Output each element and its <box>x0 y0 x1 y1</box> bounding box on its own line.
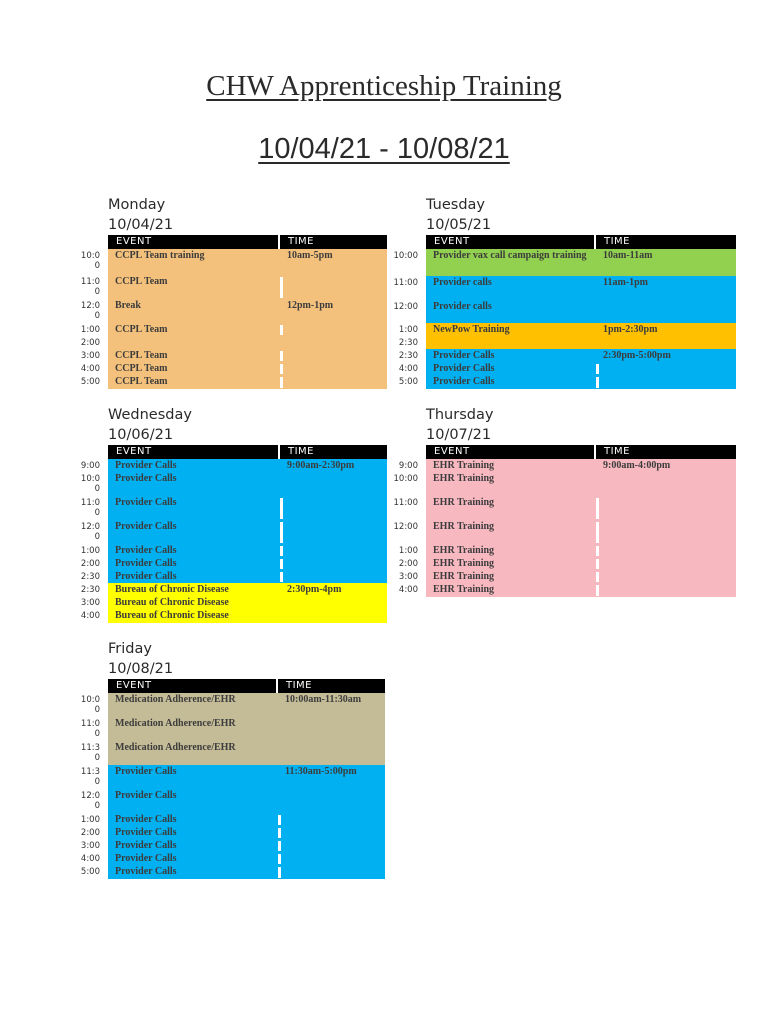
header-spacer <box>72 235 108 249</box>
event-cell: Provider Calls <box>108 459 280 472</box>
cell-divider <box>280 559 283 569</box>
time-cell <box>596 459 736 472</box>
time-cell <box>280 496 387 520</box>
event-cell: Break <box>108 299 280 323</box>
event-cell: Provider Calls <box>108 813 278 826</box>
table-header <box>108 679 385 693</box>
time-slot-label: 10:00 <box>393 251 418 261</box>
time-slot-label: 2:00 <box>80 827 100 838</box>
event-cell: Medication Adherence/EHR <box>108 717 278 741</box>
time-slot-label: 1:00 <box>398 324 418 335</box>
event-cell: Provider Calls <box>108 852 278 865</box>
cell-divider <box>280 498 283 519</box>
time-cell <box>280 249 387 275</box>
time-cell <box>280 520 387 544</box>
time-slot-label: 2:00 <box>80 337 100 348</box>
schedule-row <box>426 249 736 276</box>
time-cell <box>596 362 736 375</box>
time-cell <box>280 557 387 570</box>
time-cell <box>596 557 736 570</box>
schedule-row <box>108 362 387 375</box>
time-slot-label: 11:0 0 <box>80 719 100 739</box>
event-cell: EHR Training <box>426 472 596 496</box>
schedule-table <box>426 235 736 389</box>
time-cell <box>596 472 736 496</box>
time-column-header: TIME <box>286 680 313 691</box>
time-slot-label: 9:00 <box>80 460 100 471</box>
schedule-row <box>108 741 385 765</box>
event-cell: CCPL Team <box>108 275 280 299</box>
time-cell <box>278 717 385 741</box>
cell-divider <box>596 546 599 556</box>
event-cell: Provider Calls <box>108 839 278 852</box>
event-cell: Provider Calls <box>108 865 278 879</box>
day-name: Monday <box>108 197 166 213</box>
day-date: 10/07/21 <box>426 427 492 443</box>
time-slot-label: 2:30 <box>80 571 100 582</box>
event-cell: Provider Calls <box>108 826 278 839</box>
time-slot-label: 5:00 <box>398 377 418 387</box>
schedule-row <box>108 472 387 496</box>
time-range-text: 10:00am-11:30am <box>285 694 362 705</box>
event-cell: Bureau of Chronic Disease <box>108 596 280 609</box>
schedule-row <box>108 496 387 520</box>
schedule-table <box>108 235 387 389</box>
event-cell: Provider Calls <box>108 544 280 557</box>
cell-divider <box>596 377 599 388</box>
event-column-header: EVENT <box>108 235 280 249</box>
schedule-row <box>426 583 736 597</box>
time-cell <box>596 323 736 336</box>
time-slot-label: 2:30 <box>398 337 418 348</box>
event-cell: Medication Adherence/EHR <box>108 741 278 765</box>
table-header <box>426 235 736 249</box>
cell-divider <box>280 325 283 335</box>
time-cell <box>596 336 736 349</box>
event-cell: EHR Training <box>426 459 596 472</box>
time-slot-label: 10:0 0 <box>80 695 100 715</box>
schedule-row <box>108 249 387 275</box>
time-range-text: 2:30pm-4pm <box>287 584 342 595</box>
event-cell: Provider Calls <box>108 765 278 789</box>
schedule-row <box>108 557 387 570</box>
event-cell <box>108 336 280 349</box>
schedule-row <box>426 459 736 472</box>
schedule-row <box>108 520 387 544</box>
time-cell <box>596 276 736 300</box>
time-slot-label: 11:0 0 <box>80 498 100 518</box>
event-cell: Provider vax call campaign training <box>426 249 596 276</box>
event-cell: Provider Calls <box>108 570 280 583</box>
time-slot-label: 12:00 <box>393 302 418 312</box>
event-cell <box>426 336 596 349</box>
event-column-header: EVENT <box>426 445 596 459</box>
cell-divider <box>596 559 599 569</box>
cell-divider <box>280 377 283 388</box>
time-range-text: 10am-11am <box>603 250 653 261</box>
schedule-grid <box>72 679 385 879</box>
schedule-row <box>108 813 385 826</box>
day-name: Tuesday <box>426 197 485 213</box>
schedule-row <box>426 520 736 544</box>
header-spacer <box>390 235 426 249</box>
event-cell: CCPL Team <box>108 323 280 336</box>
event-cell: CCPL Team training <box>108 249 280 275</box>
table-header <box>108 445 387 459</box>
event-cell: Provider Calls <box>108 789 278 813</box>
time-range-text: 12pm-1pm <box>287 300 334 311</box>
time-slot-label: 11:00 <box>393 498 418 508</box>
schedule-row <box>426 557 736 570</box>
schedule-grid <box>390 445 736 597</box>
time-cell <box>596 520 736 544</box>
event-cell: EHR Training <box>426 557 596 570</box>
time-cell <box>596 544 736 557</box>
event-cell: EHR Training <box>426 520 596 544</box>
time-cell <box>278 839 385 852</box>
schedule-row <box>108 544 387 557</box>
event-cell: Provider Calls <box>108 472 280 496</box>
event-cell: Provider calls <box>426 300 596 323</box>
time-slot-label: 1:00 <box>80 324 100 335</box>
event-cell: EHR Training <box>426 570 596 583</box>
time-slot-label: 2:00 <box>398 558 418 569</box>
time-column-header: TIME <box>604 446 631 457</box>
event-column-header: EVENT <box>426 235 596 249</box>
cell-divider <box>278 828 281 838</box>
day-block-friday <box>72 639 385 879</box>
time-cell <box>596 375 736 389</box>
time-slot-label: 4:00 <box>398 585 418 595</box>
time-column-header: TIME <box>604 236 631 247</box>
cell-divider <box>596 585 599 596</box>
schedule-row <box>108 336 387 349</box>
time-cell <box>280 349 387 362</box>
time-slot-label: 9:00 <box>398 460 418 471</box>
event-cell: EHR Training <box>426 496 596 520</box>
time-labels-column <box>390 445 426 597</box>
time-cell <box>280 459 387 472</box>
header-spacer <box>72 679 108 693</box>
day-date: 10/05/21 <box>426 217 492 233</box>
time-cell <box>280 472 387 496</box>
time-slot-label: 12:0 0 <box>80 791 100 811</box>
time-cell <box>280 596 387 609</box>
time-range-text: 10am-5pm <box>287 250 333 261</box>
time-slot-label: 11:3 0 <box>80 767 100 787</box>
cell-divider <box>280 572 283 582</box>
schedule-row <box>426 349 736 362</box>
event-cell: Bureau of Chronic Disease <box>108 609 280 623</box>
schedule-row <box>426 336 736 349</box>
schedule-row <box>426 362 736 375</box>
time-range-text: 11am-1pm <box>603 277 648 288</box>
cell-divider <box>596 572 599 582</box>
cell-divider <box>280 351 283 361</box>
schedule-row <box>108 349 387 362</box>
cell-divider <box>596 498 599 519</box>
time-range-text: 9:00am-2:30pm <box>287 460 355 471</box>
cell-divider <box>280 364 283 374</box>
time-slot-label: 12:00 <box>393 522 418 532</box>
time-slot-label: 2:00 <box>80 558 100 569</box>
event-cell: NewPow Training <box>426 323 596 336</box>
time-slot-label: 10:00 <box>393 474 418 484</box>
schedule-row <box>108 570 387 583</box>
time-cell <box>280 336 387 349</box>
event-cell: Provider calls <box>426 276 596 300</box>
event-cell: EHR Training <box>426 583 596 597</box>
cell-divider <box>280 546 283 556</box>
time-labels-column <box>72 445 108 623</box>
cell-divider <box>278 841 281 851</box>
time-cell <box>280 275 387 299</box>
cell-divider <box>280 277 283 298</box>
schedule-row <box>108 765 385 789</box>
schedule-row <box>108 596 387 609</box>
time-slot-label: 4:00 <box>398 363 418 374</box>
time-labels-column <box>72 679 108 879</box>
schedule-row <box>426 375 736 389</box>
day-name: Thursday <box>426 407 494 423</box>
day-block-thursday <box>390 405 736 597</box>
schedule-row <box>108 375 387 389</box>
time-slot-label: 4:00 <box>80 611 100 621</box>
day-block-wednesday <box>72 405 387 623</box>
event-column-header: EVENT <box>108 679 278 693</box>
time-labels-column <box>390 235 426 389</box>
schedule-row <box>108 717 385 741</box>
time-cell <box>596 496 736 520</box>
event-column-header: EVENT <box>108 445 280 459</box>
time-slot-label: 10:0 0 <box>80 474 100 494</box>
time-column-header: TIME <box>288 446 315 457</box>
time-slot-label: 1:00 <box>80 545 100 556</box>
time-slot-label: 11:0 0 <box>80 277 100 297</box>
time-cell <box>596 583 736 597</box>
header-spacer <box>72 445 108 459</box>
time-slot-label: 2:30 <box>398 350 418 361</box>
schedule-row <box>108 299 387 323</box>
time-cell <box>596 300 736 323</box>
schedule-row <box>426 496 736 520</box>
day-name: Wednesday <box>108 407 192 423</box>
time-cell <box>278 789 385 813</box>
cell-divider <box>596 364 599 374</box>
schedule-row <box>426 544 736 557</box>
schedule-row <box>426 323 736 336</box>
time-cell <box>278 813 385 826</box>
schedule-grid <box>72 445 387 623</box>
header-spacer <box>390 445 426 459</box>
event-cell: Provider Calls <box>108 557 280 570</box>
cell-divider <box>278 854 281 864</box>
time-cell <box>596 349 736 362</box>
time-slot-label: 3:00 <box>80 350 100 361</box>
time-cell <box>278 865 385 879</box>
time-slot-label: 12:0 0 <box>80 522 100 542</box>
day-date: 10/08/21 <box>108 661 174 677</box>
schedule-row <box>108 852 385 865</box>
time-cell <box>280 323 387 336</box>
day-date: 10/06/21 <box>108 427 174 443</box>
time-cell <box>278 765 385 789</box>
schedule-table <box>108 445 387 623</box>
schedule-grid <box>72 235 387 389</box>
schedule-grid <box>390 235 736 389</box>
event-cell: Provider Calls <box>108 520 280 544</box>
time-slot-label: 10:0 0 <box>80 251 100 271</box>
time-slot-label: 4:00 <box>80 853 100 864</box>
time-cell <box>278 826 385 839</box>
time-cell <box>280 583 387 596</box>
time-slot-label: 3:00 <box>398 571 418 582</box>
time-cell <box>280 609 387 623</box>
event-cell: CCPL Team <box>108 349 280 362</box>
time-slot-label: 3:00 <box>80 840 100 851</box>
day-date: 10/04/21 <box>108 217 174 233</box>
schedule-row <box>108 865 385 879</box>
schedule-row <box>108 839 385 852</box>
time-slot-label: 1:00 <box>80 814 100 825</box>
event-cell: Provider Calls <box>108 496 280 520</box>
date-range-heading: 10/04/21 - 10/08/21 <box>258 133 510 165</box>
schedule-row <box>426 472 736 496</box>
time-cell <box>280 362 387 375</box>
schedule-row <box>426 276 736 300</box>
schedule-table <box>108 679 385 879</box>
schedule-row <box>426 300 736 323</box>
schedule-row <box>108 323 387 336</box>
event-cell: EHR Training <box>426 544 596 557</box>
time-range-text: 11:30am-5:00pm <box>285 766 357 777</box>
event-cell: CCPL Team <box>108 362 280 375</box>
schedule-row <box>108 826 385 839</box>
day-name: Friday <box>108 641 152 657</box>
time-range-text: 2:30pm-5:00pm <box>603 350 671 361</box>
schedule-table <box>426 445 736 597</box>
event-cell: Provider Calls <box>426 375 596 389</box>
time-cell <box>596 570 736 583</box>
time-slot-label: 3:00 <box>80 597 100 608</box>
time-cell <box>278 741 385 765</box>
time-slot-label: 4:00 <box>80 363 100 374</box>
day-block-tuesday <box>390 195 736 389</box>
time-slot-label: 1:00 <box>398 545 418 556</box>
time-slot-label: 5:00 <box>80 867 100 877</box>
schedule-row <box>426 570 736 583</box>
time-cell <box>280 570 387 583</box>
event-cell: CCPL Team <box>108 375 280 389</box>
event-cell: Medication Adherence/EHR <box>108 693 278 717</box>
day-block-monday <box>72 195 387 389</box>
time-cell <box>278 693 385 717</box>
schedule-row <box>108 789 385 813</box>
table-header <box>426 445 736 459</box>
schedule-row <box>108 609 387 623</box>
cell-divider <box>278 815 281 825</box>
schedule-row <box>108 459 387 472</box>
event-cell: Provider Calls <box>426 362 596 375</box>
time-slot-label: 2:30 <box>80 584 100 595</box>
event-cell: Provider Calls <box>426 349 596 362</box>
schedule-row <box>108 275 387 299</box>
time-cell <box>596 249 736 276</box>
cell-divider <box>278 867 281 878</box>
time-slot-label: 12:0 0 <box>80 301 100 321</box>
page-title: CHW Apprenticeship Training <box>206 70 562 102</box>
time-range-text: 9:00am-4:00pm <box>603 460 671 471</box>
event-cell: Bureau of Chronic Disease <box>108 583 280 596</box>
time-labels-column <box>72 235 108 389</box>
time-slot-label: 11:00 <box>393 278 418 288</box>
schedule-row <box>108 693 385 717</box>
cell-divider <box>596 522 599 543</box>
time-range-text: 1pm-2:30pm <box>603 324 658 335</box>
cell-divider <box>280 522 283 543</box>
time-cell <box>280 375 387 389</box>
schedule-row <box>108 583 387 596</box>
time-cell <box>280 299 387 323</box>
time-slot-label: 11:3 0 <box>80 743 100 763</box>
table-header <box>108 235 387 249</box>
time-cell <box>278 852 385 865</box>
time-cell <box>280 544 387 557</box>
time-slot-label: 5:00 <box>80 377 100 387</box>
time-column-header: TIME <box>288 236 315 247</box>
